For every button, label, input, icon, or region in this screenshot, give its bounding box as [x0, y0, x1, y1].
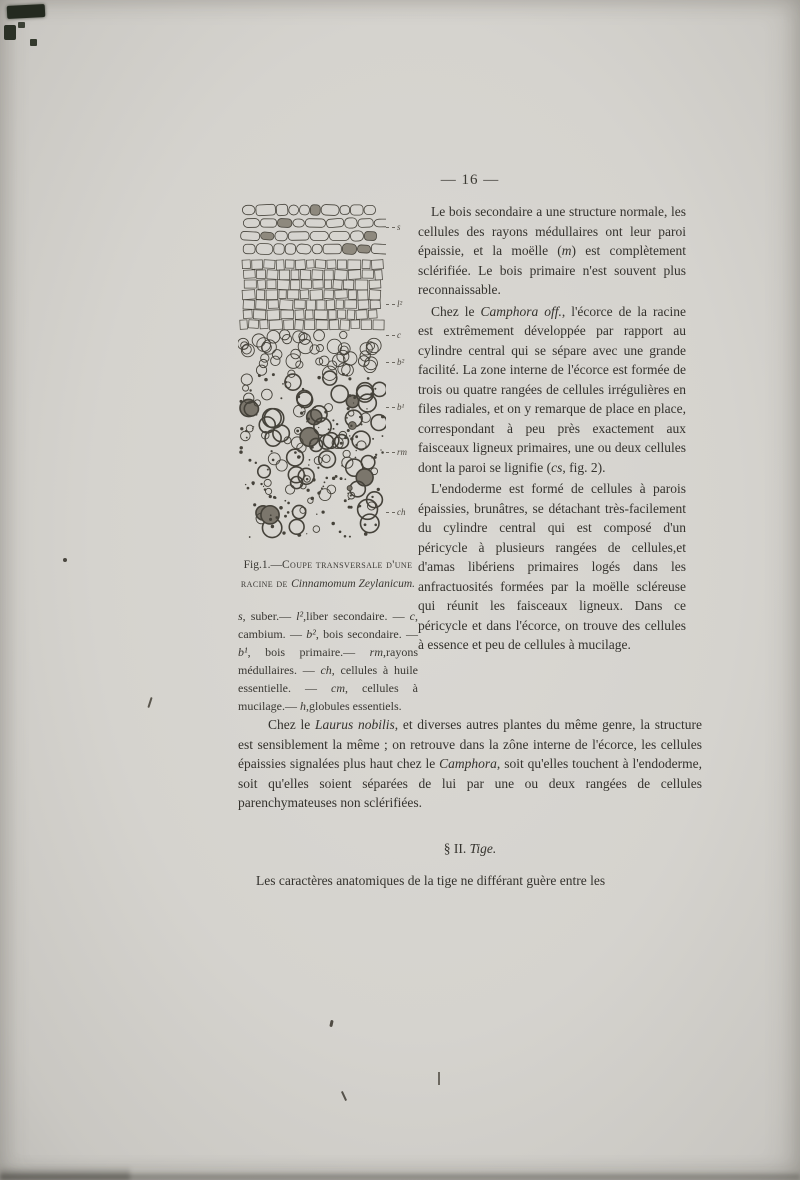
figure [238, 202, 418, 715]
figure-label: rm [386, 447, 407, 457]
scan-artifact [0, 1174, 800, 1180]
paragraph: Le bois secondaire a une structure normale, les cellules des rayons médullaires ont leur paroi épaissie, et la moëlle (m) est complètement sclérifiée. Le bois primaire n'est souvent plus reconnaissable. [418, 204, 686, 297]
page-content [238, 202, 702, 890]
figure-label: s [386, 222, 401, 232]
scan-artifact [30, 39, 37, 46]
figure-label: b² [386, 357, 404, 367]
scan-artifact [329, 1020, 333, 1027]
figure-label: b¹ [386, 402, 404, 412]
figure-label: l² [386, 299, 402, 309]
section-heading: § II. Tige. [443, 840, 497, 856]
cross-section-drawing [238, 202, 386, 544]
scan-artifact [341, 1091, 347, 1101]
paragraph: Chez le Camphora off., l'écorce de la racine est extrêmement développée par rapport au cylindre central qui se sépare avec une grande facilité. La zone interne de l'écorce est formée de trois ou quatre rangées de cellules irrégulières en files radiales, et on y remarque de place en place, correspondant à peu près exactement aux faisceaux ligneux primaires, une ou deux cellules dont la paroi se lignifie (cs, fig. 2). [418, 303, 686, 475]
page-number: — 16 — [440, 172, 500, 188]
scan-artifact [4, 25, 16, 40]
scan-artifact [63, 558, 67, 562]
scan-artifact [438, 1072, 440, 1085]
scan-artifact [147, 697, 152, 708]
two-column-block [238, 202, 702, 715]
figure-legend: s, suber.— l²,liber secondaire. — c, cambium. — b², bois secondaire. — b¹, bois primaire.— rm,rayons médullaires. — ch, cellules à huile essentielle. — cm, cellules à mucilage.— h,globules essentiels. [238, 609, 419, 713]
paragraph: Chez le Laurus nobilis, et diverses autres plantes du même genre, la structure est sensiblement la même ; on retrouve dans la zône interne de l'écorce, les cellules épaissies signalées plus haut chez le Camphora, soit qu'elles touchent à l'endoderme, soit qu'elles soient séparées de lui par une ou deux rangées de cellules parenchymateuses non sclérifiées. [238, 717, 702, 810]
figure-label: ch [386, 507, 406, 517]
scan-artifact [7, 4, 46, 19]
paragraph: L'endoderme est formé de cellules à parois épaissies, brunâtres, se détachant très-facilement du cylindre central qui est composé d'un péricycle à plusieurs rangées de cellules,et d'amas libériens primaires logés dans les anfractuosités formées par la moëlle scléreuse qui réunit les faisceaux ligneux. Dans ce péricycle et dans l'écorce, on trouve des cellules à essence et peu de cellules à mucilage. [418, 481, 686, 652]
figure-caption: Fig.1.—Coupe transversale d'une racine de Cinnamomum Zeylanicum. [240, 559, 416, 590]
body-column [418, 202, 686, 715]
paragraph: Les caractères anatomiques de la tige ne différant guère entre les [256, 872, 606, 888]
figure-label: c [386, 330, 401, 340]
figure-illustration [238, 202, 418, 544]
scan-artifact [18, 22, 25, 28]
scan-artifact [0, 1166, 130, 1180]
